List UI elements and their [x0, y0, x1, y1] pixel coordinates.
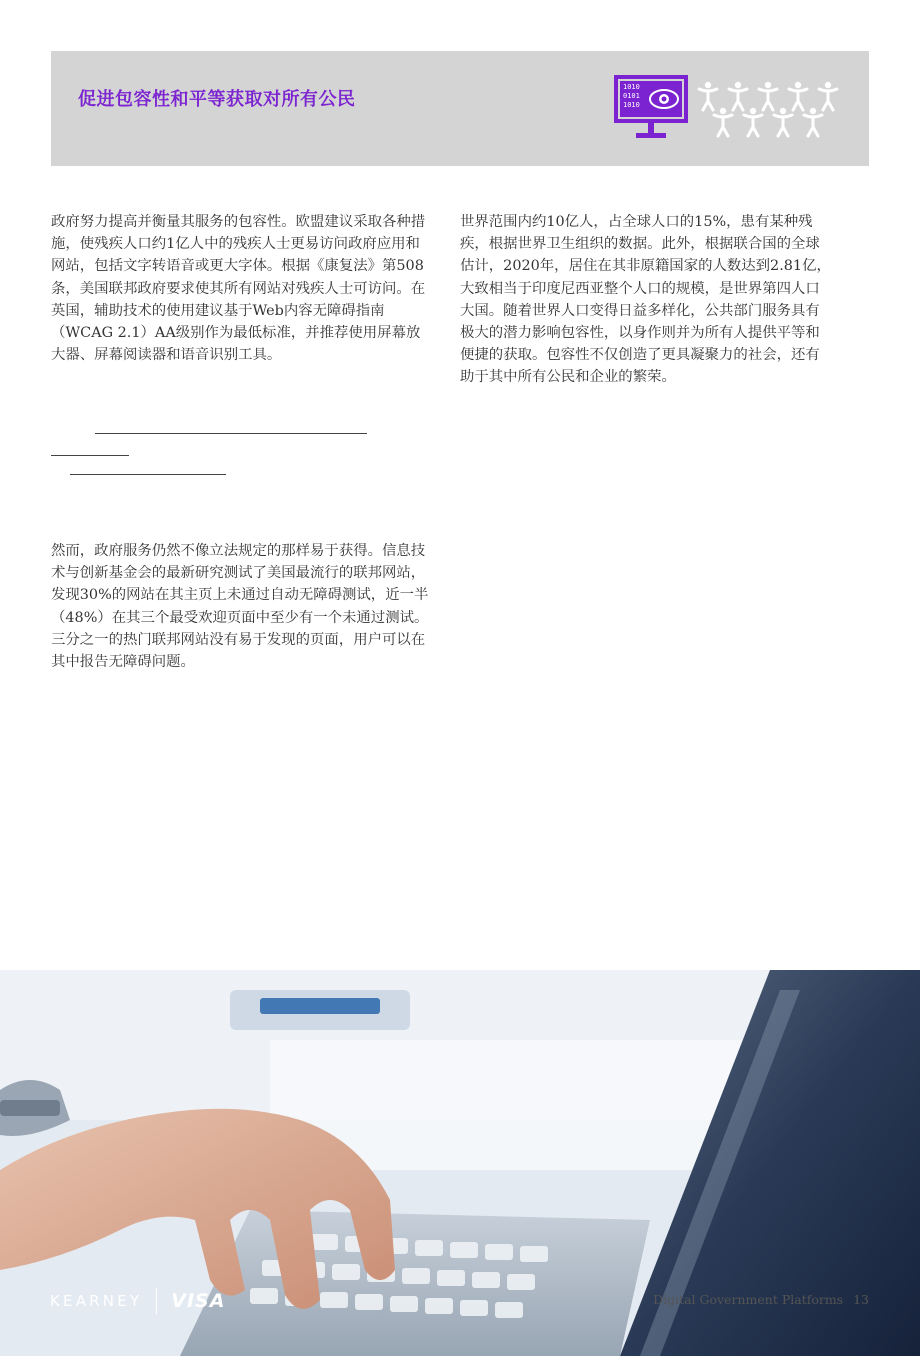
paragraph-text: 世界范围内约10亿人，占全球人口的15%，患有某种残疾，根据世界卫生组织的数据。此外，根据联合国的全球估计，2020年，居住在其非原籍国家的人数达到2.81亿，大致相当于印度尼西亚整个人口的规模，是世界第四人口大国。随着世界人口变得日益多样化，公共部门服务具有极大的潜力影响包容性，以身作则并为所有人提供平等和便捷的获取。包容性不仅创造了更具凝聚力的社会，还有助于其中所有公民和企业的繁荣。	[460, 214, 831, 386]
visa-logo: VISA	[171, 1290, 226, 1312]
body-paragraph-right	[460, 211, 832, 389]
svg-text:1010: 1010	[623, 83, 640, 91]
divider-line	[70, 474, 226, 475]
page-number: 13	[853, 1292, 869, 1307]
page-footer	[653, 1292, 869, 1307]
monitor-eye-icon	[614, 75, 690, 141]
section-title: 促进包容性和平等获取对所有公民	[78, 89, 356, 110]
paragraph-text: 然而，政府服务仍然不像立法规定的那样易于获得。信息技术与创新基金会的最新研究测试了美国最流行的联邦网站，发现30%的网站在其主页上未通过自动无障碍测试，近一半（48%）在其三个最受欢迎页面中至少有一个未通过测试。三分之一的热门联邦网站没有易于发现的页面，用户可以在其中报告无障碍问题。	[51, 543, 429, 671]
document-title: Digital Government Platforms	[653, 1292, 844, 1307]
divider-line	[95, 433, 367, 434]
people-group-icon	[696, 79, 846, 139]
kearney-logo: KEARNEY	[50, 1292, 143, 1310]
section-header-band	[51, 51, 869, 166]
body-paragraph-left-2	[51, 540, 431, 673]
logo-divider	[156, 1288, 157, 1314]
svg-text:0101: 0101	[623, 92, 640, 100]
svg-text:1010: 1010	[623, 101, 640, 109]
footer-logos	[50, 1288, 225, 1314]
divider-line	[51, 455, 129, 456]
paragraph-text: 政府努力提高并衡量其服务的包容性。欧盟建议采取各种措施，使残疾人口约1亿人中的残疾人士更易访问政府应用和网站，包括文字转语音或更大字体。根据《康复法》第508条，美国联邦政府要求使其所有网站对残疾人士可访问。在英国，辅助技术的使用建议基于Web内容无障碍指南（WCAG 2.1）AA级别作为最低标准，并推荐使用屏幕放大器、屏幕阅读器和语音识别工具。	[51, 214, 426, 364]
body-paragraph-left-1	[51, 211, 431, 366]
